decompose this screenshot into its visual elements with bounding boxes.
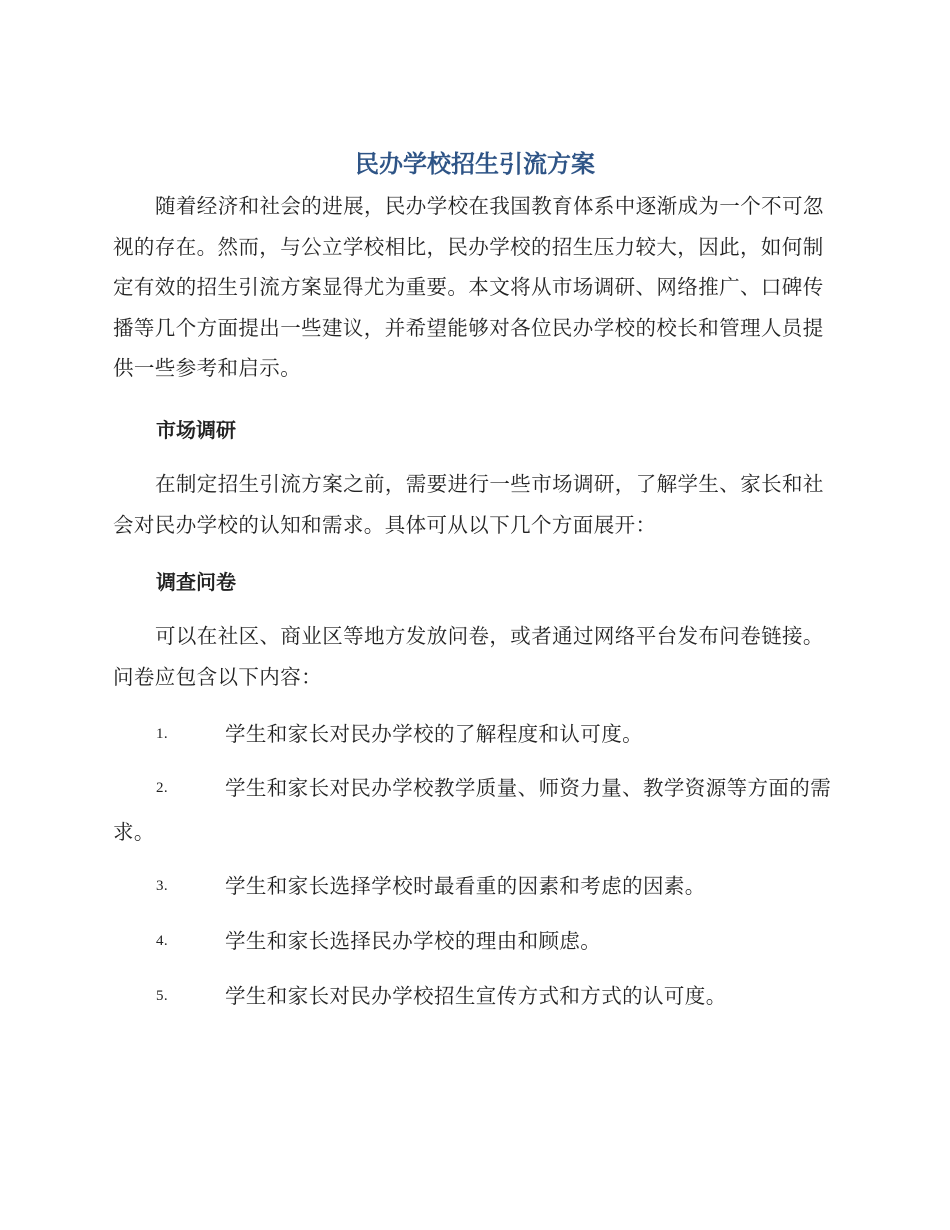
list-item-text: 学生和家长选择民办学校的理由和顾虑。 xyxy=(225,929,602,953)
list-item-text: 学生和家长对民办学校教学质量、师资力量、教学资源等方面的需求。 xyxy=(113,776,832,844)
list-item xyxy=(113,864,835,908)
list-item-text: 学生和家长选择学校时最看重的因素和考虑的因素。 xyxy=(225,874,706,898)
list-item-number: 1. xyxy=(156,726,169,742)
list-item xyxy=(113,766,835,854)
document-title: 民办学校招生引流方案 xyxy=(355,150,595,178)
list-item-number: 3. xyxy=(156,878,169,894)
list-item-number: 4. xyxy=(156,933,169,949)
intro-paragraph: 随着经济和社会的进展，民办学校在我国教育体系中逐渐成为一个不可忽视的存在。然而，与公立学校相比，民办学校的招生压力较大，因此，如何制定有效的招生引流方案显得尤为重要。本文将从市场调研、网络推广、口碑传播等几个方面提出一些建议，并希望能够对各位民办学校的校长和管理人员提供一些参考和启示。 xyxy=(113,194,824,380)
list-item-number: 5. xyxy=(156,988,169,1004)
list-item xyxy=(113,974,835,1018)
survey-paragraph: 可以在社区、商业区等地方发放问卷，或者通过网络平台发布问卷链接。问卷应包含以下内容： xyxy=(113,624,824,689)
list-item-text: 学生和家长对民办学校招生宣传方式和方式的认可度。 xyxy=(225,984,727,1008)
list-item-number: 2. xyxy=(156,780,169,796)
market-research-paragraph: 在制定招生引流方案之前，需要进行一些市场调研，了解学生、家长和社会对民办学校的认知和需求。具体可从以下几个方面展开： xyxy=(113,472,824,537)
list-item xyxy=(113,712,835,756)
list-item-text: 学生和家长对民办学校的了解程度和认可度。 xyxy=(225,722,643,746)
section-heading-survey: 调查问卷 xyxy=(156,570,236,594)
list-item xyxy=(113,919,835,963)
section-heading-market-research: 市场调研 xyxy=(156,418,236,442)
